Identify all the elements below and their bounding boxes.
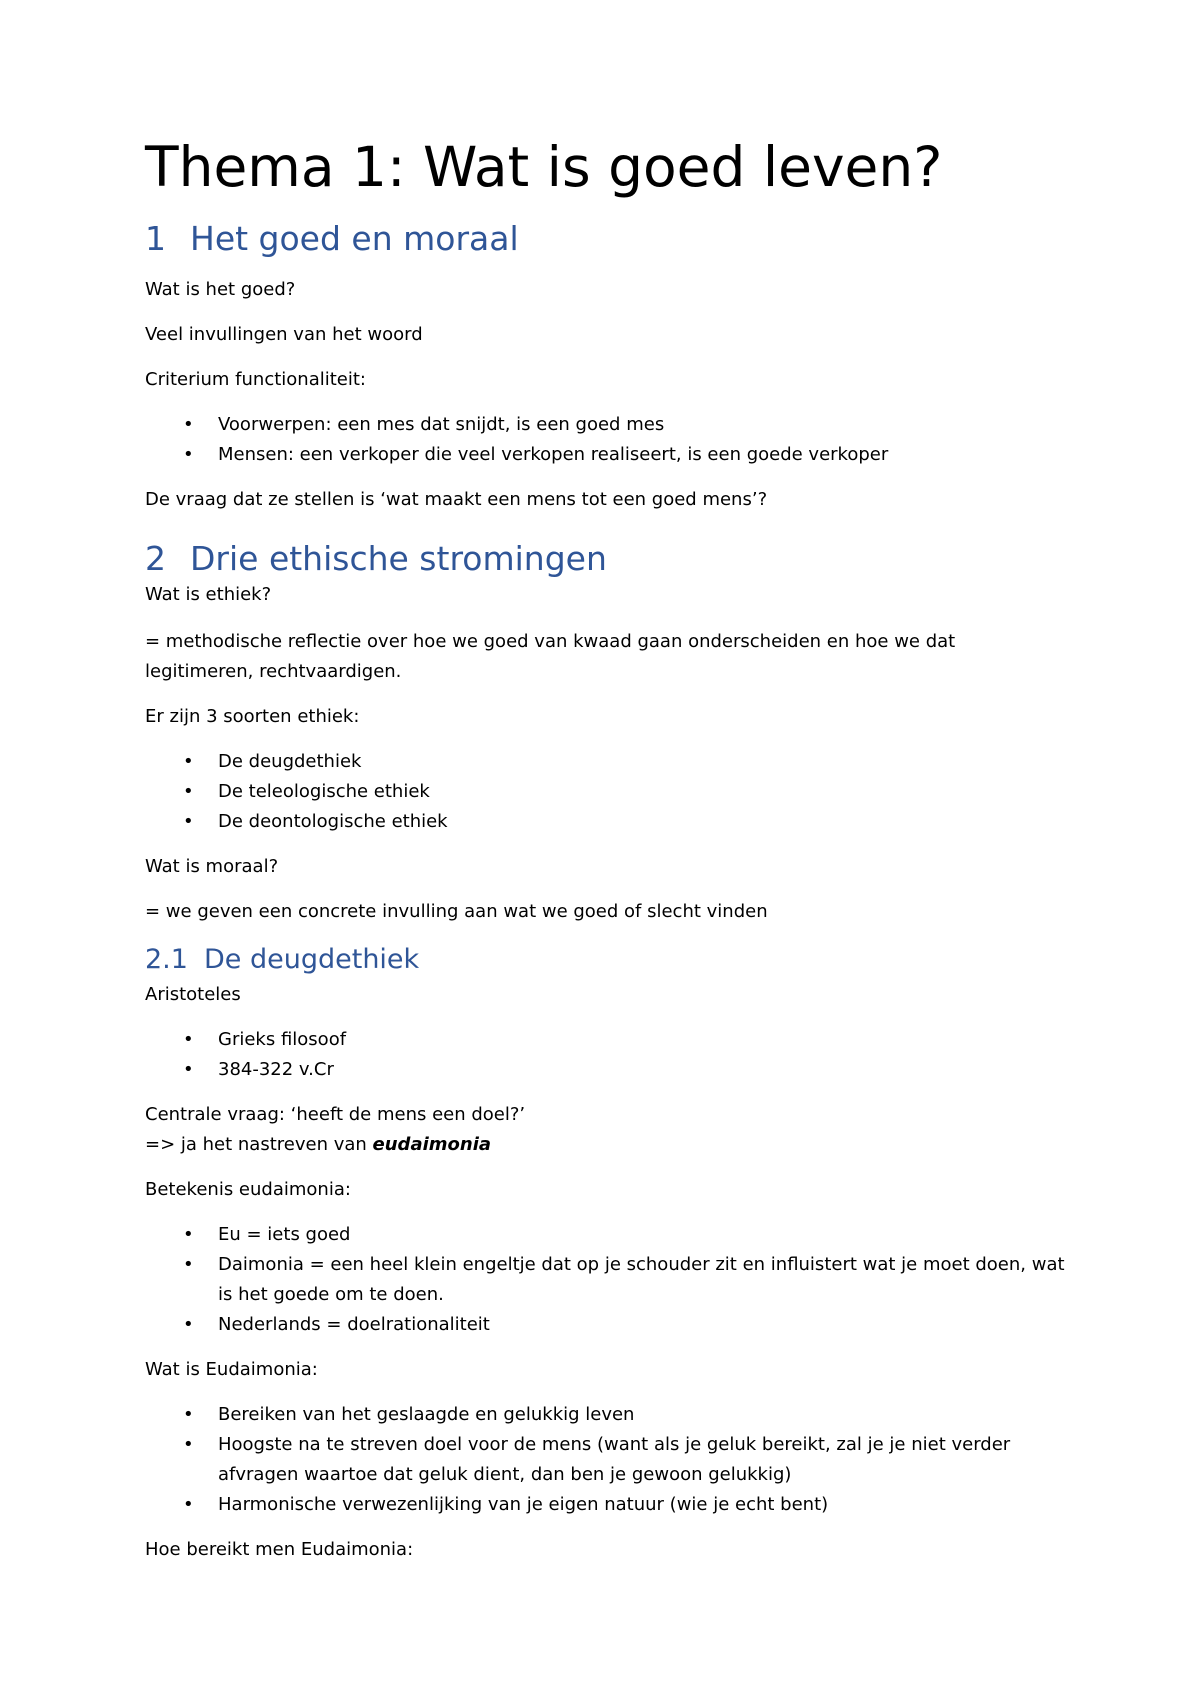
list-item-text: Hoogste na te streven doel voor de mens (want als je geluk bereikt, zal je je niet verder afvragen waartoe dat geluk dient, dan ben je gewoon gelukkig)	[218, 1434, 1011, 1485]
document-title: Thema 1: Wat is goed leven?	[145, 135, 943, 199]
bullet-icon: •	[183, 1434, 194, 1455]
bullet-icon: •	[183, 1224, 194, 1245]
paragraph: De vraag dat ze stellen is ‘wat maakt een mens tot een goed mens’?	[145, 489, 768, 510]
list-item	[145, 1220, 1065, 1250]
list-item	[145, 1310, 1065, 1340]
heading-section-2-1	[145, 946, 419, 973]
list-item-text: Nederlands = doelrationaliteit	[218, 1314, 490, 1335]
list-item	[145, 440, 1065, 470]
heading-text: Drie ethische stromingen	[190, 539, 607, 578]
list-item	[145, 747, 1065, 777]
bullet-icon: •	[183, 1314, 194, 1335]
heading-text: Het goed en moraal	[190, 219, 519, 258]
heading-text: De deugdethiek	[204, 944, 420, 975]
list-item	[145, 1025, 1065, 1055]
list-item-text: Mensen: een verkoper die veel verkopen realiseert, is een goede verkoper	[218, 444, 889, 465]
bullet-icon: •	[183, 1404, 194, 1425]
bullet-icon: •	[183, 811, 194, 832]
paragraph: Wat is moraal?	[145, 856, 279, 877]
list-item-text: De deontologische ethiek	[218, 811, 448, 832]
paragraph: Veel invullingen van het woord	[145, 324, 423, 345]
list-item-text: Bereiken van het geslaagde en gelukkig leven	[218, 1404, 635, 1425]
list-item	[145, 807, 1065, 837]
list-item	[145, 1490, 1065, 1520]
list-item-text: 384-322 v.Cr	[218, 1059, 334, 1080]
list-item-text: Daimonia = een heel klein engeltje dat op je schouder zit en influistert wat je moet doen, wat is het goede om te doen.	[218, 1254, 1065, 1305]
heading-number: 2	[145, 539, 166, 578]
paragraph: = methodische reflectie over hoe we goed van kwaad gaan onderscheiden en hoe we dat legitimeren, rechtvaardigen.	[145, 631, 956, 682]
heading-section-1	[145, 219, 519, 258]
heading-number: 2.1	[145, 944, 188, 975]
paragraph: Wat is ethiek?	[145, 584, 272, 605]
list-item	[145, 1055, 1065, 1085]
list-item	[145, 1430, 1065, 1490]
paragraph: Wat is het goed?	[145, 279, 296, 300]
bullet-icon: •	[183, 1254, 194, 1275]
paragraph: = we geven een concrete invulling aan wat we goed of slecht vinden	[145, 901, 768, 922]
paragraph: Criterium functionaliteit:	[145, 369, 366, 390]
paragraph: Centrale vraag: ‘heeft de mens een doel?’	[145, 1104, 526, 1125]
list-item-text: Voorwerpen: een mes dat snijdt, is een goed mes	[218, 414, 665, 435]
list-item	[145, 410, 1065, 440]
list-item	[145, 1400, 1065, 1430]
paragraph: Aristoteles	[145, 984, 241, 1005]
bullet-icon: •	[183, 751, 194, 772]
paragraph: Wat is Eudaimonia:	[145, 1359, 318, 1380]
paragraph-text: => ja het nastreven van	[145, 1134, 373, 1155]
paragraph	[145, 1130, 491, 1160]
list-item-text: Harmonische verwezenlijking van je eigen natuur (wie je echt bent)	[218, 1494, 829, 1515]
heading-number: 1	[145, 219, 166, 258]
list-item-text: De teleologische ethiek	[218, 781, 430, 802]
emphasis-text: eudaimonia	[372, 1134, 492, 1155]
bullet-icon: •	[183, 444, 194, 465]
bullet-icon: •	[183, 781, 194, 802]
paragraph: Hoe bereikt men Eudaimonia:	[145, 1539, 414, 1560]
heading-section-2	[145, 539, 607, 578]
bullet-icon: •	[183, 414, 194, 435]
bullet-icon: •	[183, 1059, 194, 1080]
list-item	[145, 1250, 1065, 1310]
bullet-icon: •	[183, 1494, 194, 1515]
bullet-icon: •	[183, 1029, 194, 1050]
paragraph: Betekenis eudaimonia:	[145, 1179, 351, 1200]
list-item	[145, 777, 1065, 807]
list-item-text: Eu = iets goed	[218, 1224, 351, 1245]
paragraph: Er zijn 3 soorten ethiek:	[145, 706, 360, 727]
list-item-text: De deugdethiek	[218, 751, 362, 772]
list-item-text: Grieks filosoof	[218, 1029, 347, 1050]
